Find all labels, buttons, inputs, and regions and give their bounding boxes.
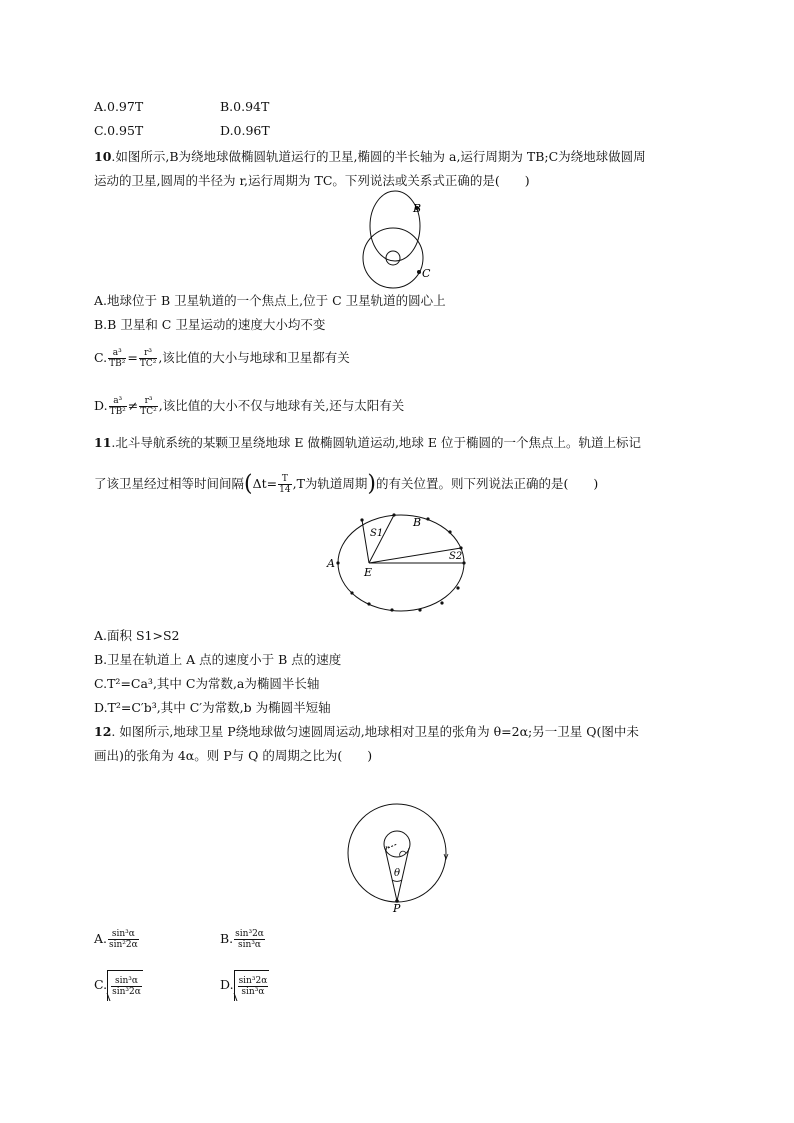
q10-option-d	[94, 394, 404, 418]
q10-c-frac-left-den: TB²	[109, 359, 126, 369]
q12-circle-orbit	[348, 804, 446, 902]
q10-stem-line1	[94, 148, 646, 166]
q10-c-frac-left-num: a³	[108, 348, 126, 359]
q12-option-c-prefix: C.	[94, 977, 108, 992]
q11-s2-edge	[369, 548, 461, 563]
q12-option-a	[94, 926, 140, 952]
q9-option-b: B.0.94T	[220, 99, 270, 114]
q10-label-b: B	[413, 202, 422, 215]
q12-b-frac	[234, 929, 265, 950]
q12-a-frac-num: sin³α	[108, 929, 139, 940]
q11-stem-text2c: 的有关位置。则下列说法正确的是( )	[376, 476, 599, 491]
q10-d-frac-right-den: TC²	[140, 407, 157, 417]
q12-option-a-prefix: A.	[94, 931, 108, 946]
q11-stem-dt: Δt=	[252, 476, 278, 491]
q11-option-c: C.T²=Ca³,其中 C为常数,a为椭圆半长轴	[94, 676, 320, 691]
q10-orbit-figure	[355, 188, 445, 290]
q10-option-c-suffix: ,该比值的大小与地球和卫星都有关	[158, 350, 350, 365]
q10-option-a: A.地球位于 B 卫星轨道的一个焦点上,位于 C 卫星轨道的圆心上	[94, 293, 446, 308]
q10-c-frac-right-den: TC²	[139, 359, 157, 369]
q12-stem-line2: 画出)的张角为 4α。则 P与 Q 的周期之比为( )	[94, 748, 373, 763]
q11-stem-text2a: 了该卫星经过相等时间间隔	[94, 476, 245, 491]
q11-stem-frac-num: T	[278, 474, 291, 485]
q12-number: 12	[94, 724, 112, 739]
q11-orbit-figure	[322, 508, 474, 620]
q12-stem-line1	[94, 723, 639, 741]
q10-c-frac-left	[108, 348, 126, 369]
q11-stem-line1	[94, 434, 641, 452]
q12-d-sqrt	[234, 970, 270, 1001]
q11-option-b: B.卫星在轨道上 A 点的速度小于 B 点的速度	[94, 652, 342, 667]
q12-c-sqrt	[107, 970, 143, 1001]
q10-d-frac-left	[109, 396, 127, 417]
q11-stem-frac-den: 14	[279, 485, 291, 495]
q10-option-b: B.B 卫星和 C 卫星运动的速度大小均不变	[94, 317, 326, 332]
q11-stem-text1: .北斗导航系统的某颗卫星绕地球 E 做椭圆轨道运动,地球 E 位于椭圆的一个焦点上。轨道上标记	[111, 435, 641, 450]
q12-label-p: P	[393, 902, 401, 912]
q12-option-b	[220, 926, 266, 952]
q10-d-frac-left-den: TB²	[109, 407, 126, 417]
q12-b-frac-num: sin³2α	[235, 929, 264, 939]
q9-option-c: C.0.95T	[94, 123, 144, 138]
q10-c-eq: =	[127, 350, 138, 365]
q11-label-b: B	[413, 516, 422, 529]
q11-label-s2: S2	[449, 551, 463, 562]
q11-stem-line2: 了该卫星经过相等时间间隔(Δt= $\frac{T}{14}$ ,T为轨道周期)的有关位置。则下列说法正确的是( )	[94, 471, 599, 497]
q11-label-e: E	[364, 566, 373, 579]
q9-option-d: D.0.96T	[220, 123, 270, 138]
q12-stem-text1: . 如图所示,地球卫星 P绕地球做匀速圆周运动,地球相对卫星的张角为 θ=2α;另一卫星 Q(图中未	[111, 724, 639, 739]
q12-label-theta: θ	[394, 868, 401, 879]
q11-s1-edge1	[362, 520, 369, 563]
q10-satellite-c-dot	[417, 270, 421, 274]
q10-d-neq: ≠	[127, 398, 139, 413]
q12-option-b-prefix: B.	[220, 931, 234, 946]
q12-c-frac	[111, 976, 142, 997]
q10-option-d-prefix: D.	[94, 398, 108, 413]
q10-earth	[386, 251, 400, 265]
q11-s1-edge2	[369, 515, 394, 563]
q11-option-d: D.T²=C′b³,其中 C′为常数,b 为椭圆半短轴	[94, 700, 331, 715]
q12-option-d	[220, 970, 269, 1001]
q10-option-c-prefix: C.	[94, 350, 108, 365]
q11-label-a: A	[327, 557, 335, 570]
q10-circle-orbit-c	[363, 228, 423, 288]
q11-label-s1: S1	[370, 528, 384, 539]
q10-d-frac-right	[139, 396, 158, 417]
q10-label-c: C	[422, 267, 431, 280]
q10-option-d-suffix: ,该比值的大小不仅与地球有关,还与太阳有关	[158, 398, 405, 413]
q12-option-d-prefix: D.	[220, 977, 234, 992]
q12-label-r: r	[385, 844, 389, 853]
q11-number: 11	[94, 435, 112, 450]
q12-d-frac-den: sin³α	[241, 987, 265, 997]
q10-c-frac-right-num: r³	[139, 348, 158, 359]
q12-d-frac	[238, 976, 269, 997]
q12-theta-arc	[392, 880, 402, 881]
q12-b-frac-den: sin³α	[238, 940, 262, 950]
q10-stem-line2: 运动的卫星,圆周的半径为 r,运行周期为 TC。下列说法或关系式正确的是( )	[94, 173, 530, 188]
q10-c-frac-right	[139, 348, 158, 369]
q12-a-frac	[108, 929, 139, 950]
q11-stem-frac	[278, 474, 291, 495]
q10-number: 10	[94, 149, 112, 164]
q10-option-c	[94, 346, 350, 370]
q10-d-frac-left-num: a³	[109, 396, 127, 407]
q12-c-frac-den: sin³2α	[112, 987, 141, 997]
q12-c-frac-num: sin³α	[111, 976, 142, 987]
q12-a-frac-den: sin²2α	[109, 940, 138, 950]
q12-orbit-figure	[340, 796, 452, 912]
q12-d-frac-num: sin³2α	[238, 976, 268, 986]
q9-option-a: A.0.97T	[94, 99, 144, 114]
q10-d-frac-right-num: r³	[139, 396, 158, 407]
q11-option-a: A.面积 S1>S2	[94, 628, 180, 643]
q11-stem-text2b: ,T为轨道周期	[292, 476, 368, 491]
q12-radius-line	[388, 844, 397, 848]
q12-option-c	[94, 970, 143, 1001]
q10-stem-text1: .如图所示,B为绕地球做椭圆轨道运行的卫星,椭圆的半长轴为 a,运行周期为 TB;C为绕地球做圆周	[111, 149, 646, 164]
